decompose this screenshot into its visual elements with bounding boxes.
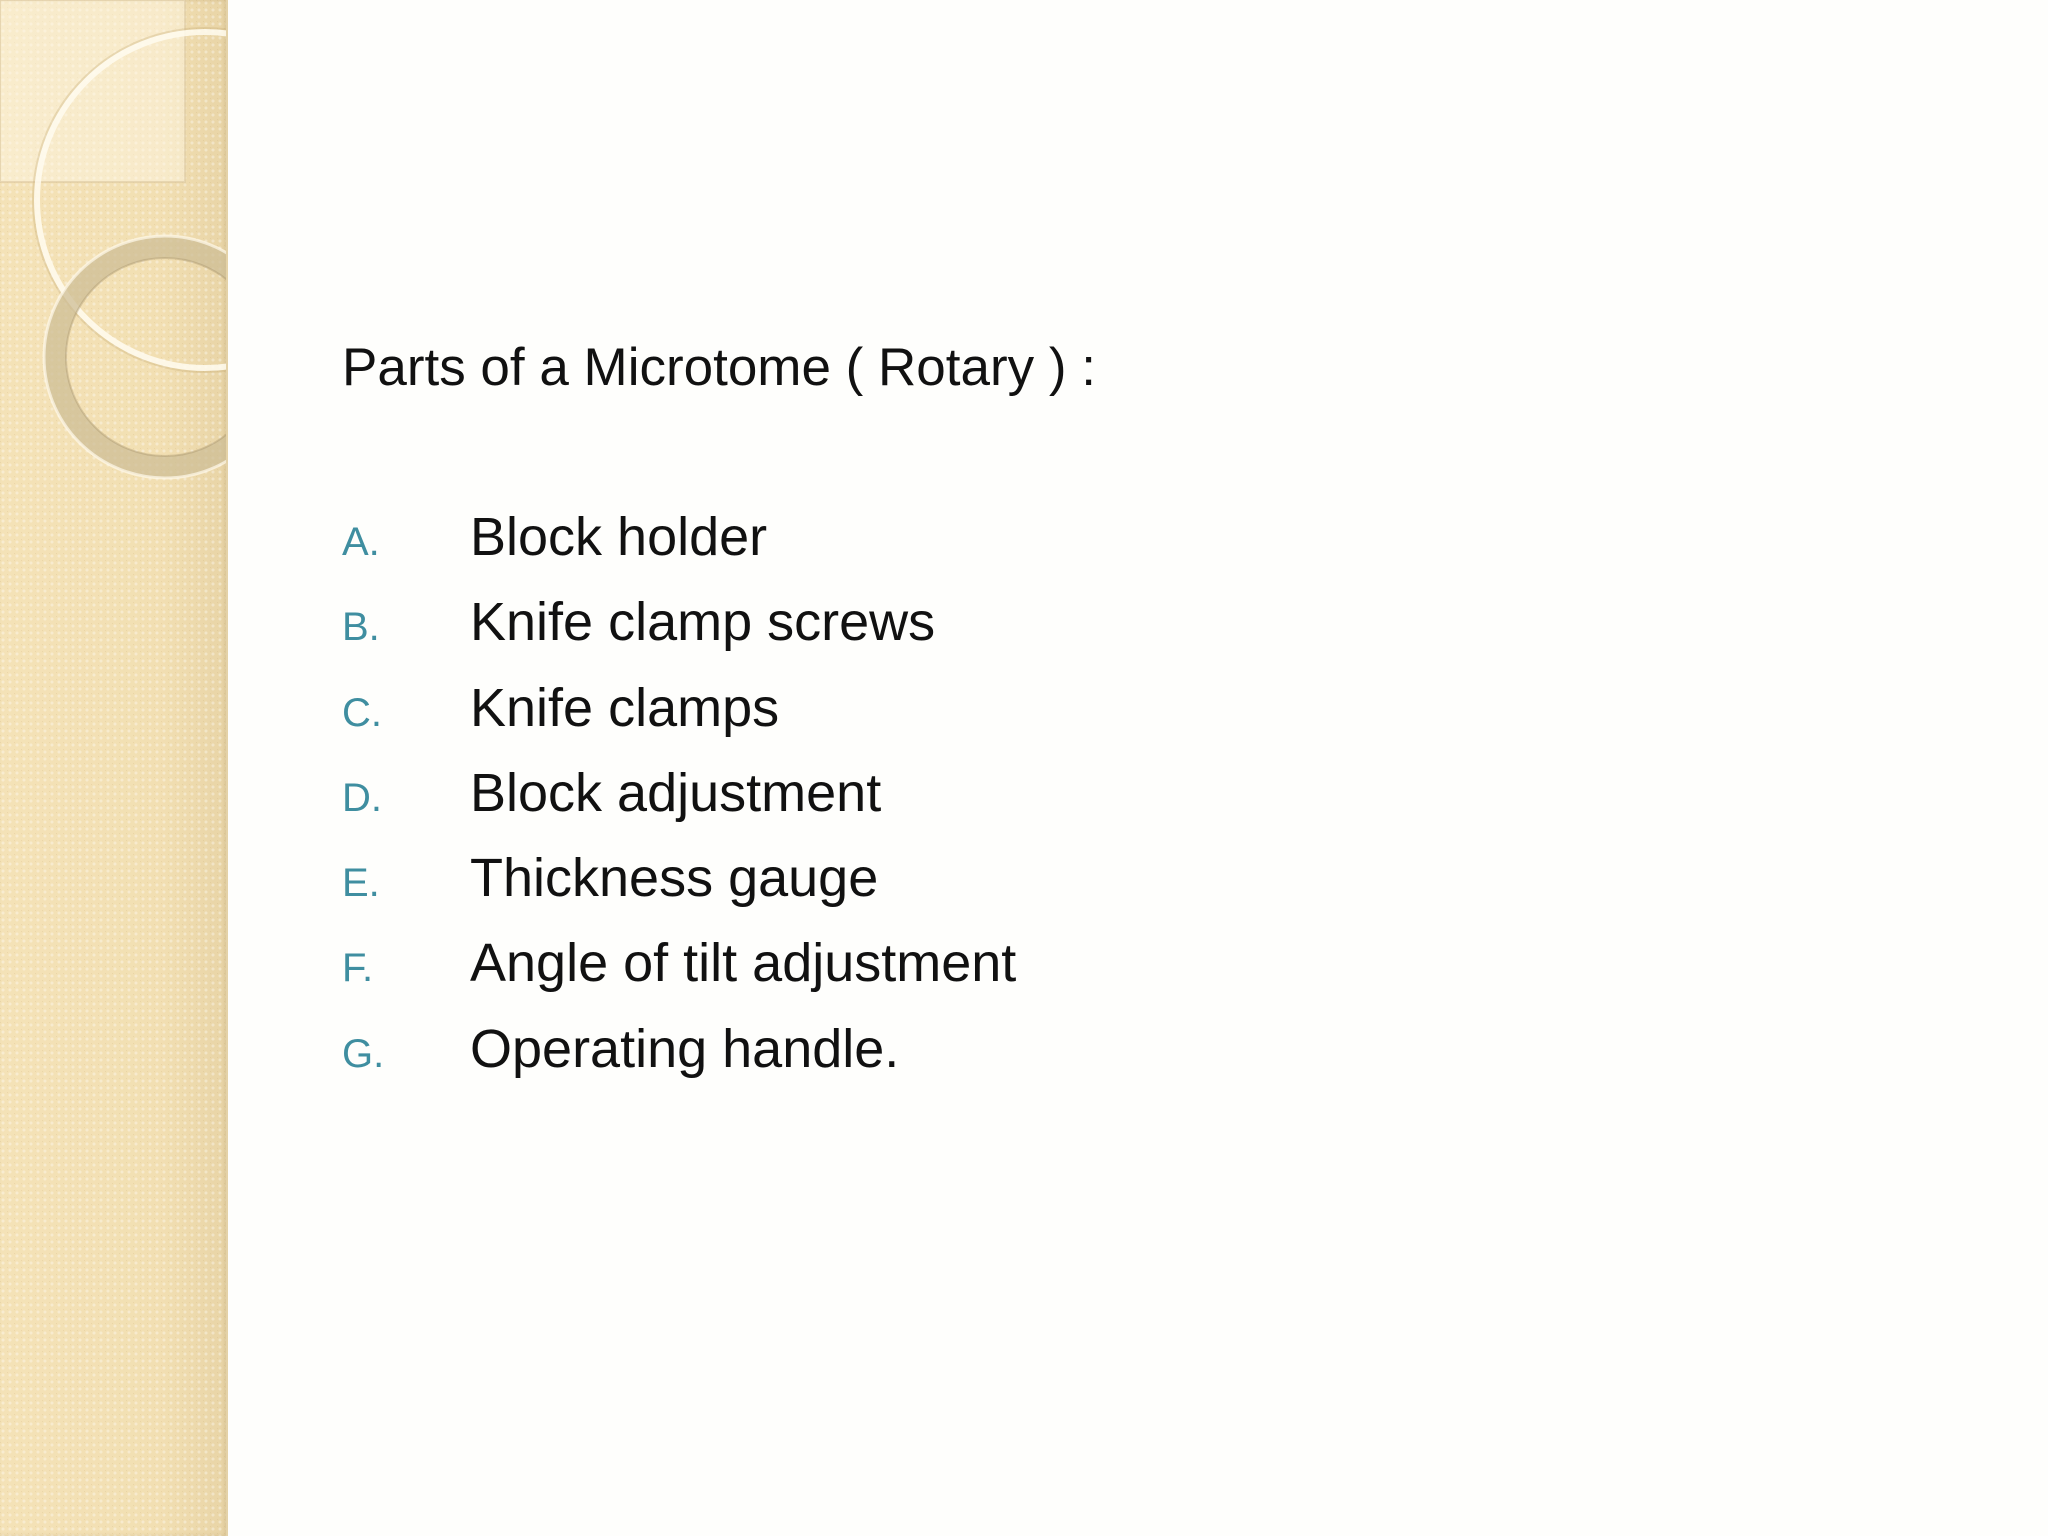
decorative-side-band: [0, 0, 228, 1536]
list-item: [342, 761, 1016, 846]
item-letter: A.: [342, 520, 380, 564]
item-text: Block adjustment: [470, 762, 882, 823]
item-text: Thickness gauge: [470, 848, 879, 909]
list-item: [342, 590, 1016, 675]
item-text: Knife clamp screws: [470, 592, 936, 653]
decorative-circles: [0, 0, 228, 520]
list-item: [342, 931, 1016, 1016]
item-text: Knife clamps: [470, 677, 780, 738]
item-letter: C.: [342, 690, 382, 735]
list-item: [342, 676, 1016, 761]
item-letter: G.: [342, 1031, 385, 1076]
list-item: [342, 846, 1016, 931]
slide-title: Parts of a Microtome ( Rotary ) :: [342, 338, 1096, 397]
list-item: [342, 505, 1016, 590]
list-item: [342, 1017, 1016, 1102]
item-text: Operating handle.: [470, 1018, 900, 1079]
item-text: Block holder: [470, 507, 768, 567]
item-letter: F.: [342, 946, 374, 991]
item-letter: D.: [342, 775, 382, 820]
band-edge: [226, 0, 228, 1536]
item-text: Angle of tilt adjustment: [470, 933, 1017, 994]
item-letter: B.: [342, 605, 380, 650]
slide-content: [342, 336, 1842, 1079]
item-letter: E.: [342, 861, 380, 906]
parts-list: [342, 505, 1016, 1102]
